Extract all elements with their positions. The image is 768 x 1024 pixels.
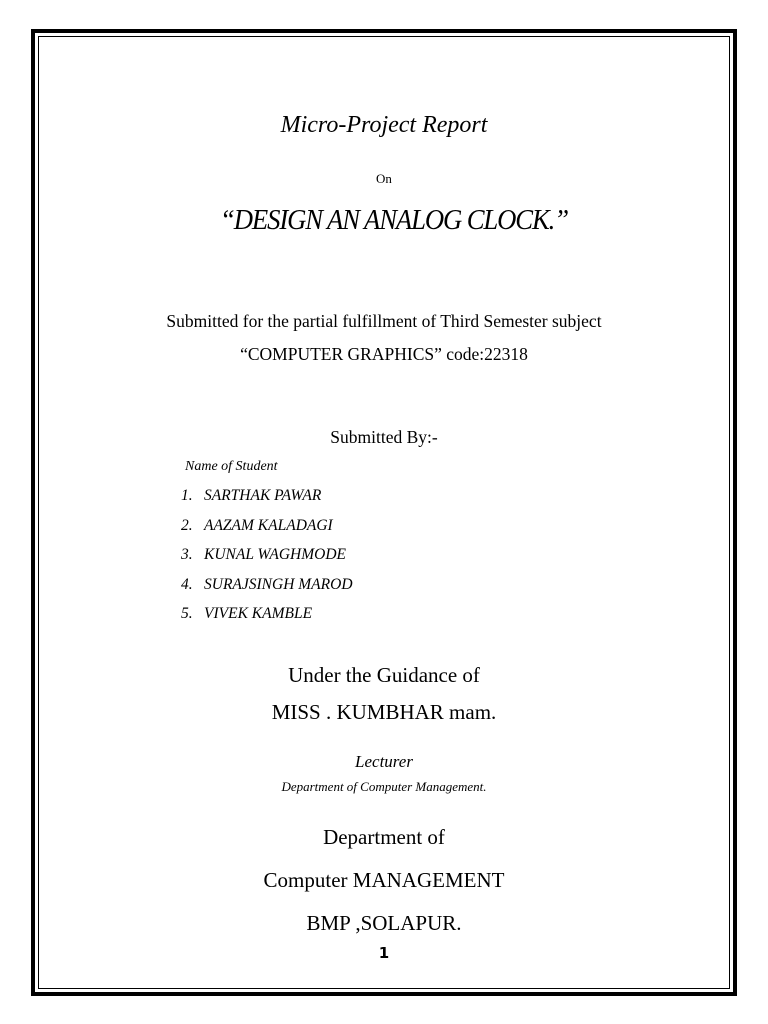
department-line-1: Department of — [323, 825, 445, 849]
report-title: Micro-Project Report — [280, 112, 488, 138]
student-list — [181, 487, 353, 635]
list-item — [181, 487, 353, 517]
list-number: 3. — [181, 546, 193, 564]
project-title: “DESIGN AN ANALOG CLOCK.” — [219, 204, 568, 236]
guide-name: MISS . KUMBHAR mam. — [271, 700, 497, 724]
list-number: 4. — [181, 575, 193, 593]
list-item — [181, 517, 353, 547]
list-number: 5. — [181, 605, 193, 623]
student-name: KUNAL WAGHMODE — [204, 546, 347, 564]
list-number: 2. — [181, 516, 193, 534]
list-item — [181, 546, 353, 576]
student-name: SARTHAK PAWAR — [204, 487, 322, 504]
student-name-label: Name of Student — [185, 459, 278, 474]
on-label: On — [376, 171, 392, 186]
guide-role: Lecturer — [355, 752, 413, 771]
guide-department: Department of Computer Management. — [281, 779, 487, 794]
college-name: BMP ,SOLAPUR. — [306, 911, 462, 935]
guidance-heading: Under the Guidance of — [288, 663, 480, 687]
list-item — [181, 605, 353, 635]
list-number: 1. — [181, 487, 193, 504]
subject-line: “COMPUTER GRAPHICS” code:22318 — [240, 344, 528, 364]
list-item — [181, 576, 353, 606]
department-line-2: Computer MANAGEMENT — [263, 868, 505, 892]
submitted-by-heading: Submitted By:- — [330, 427, 438, 447]
page-number: 1 — [378, 944, 390, 962]
student-name: AAZAM KALADAGI — [204, 516, 333, 534]
student-name: VIVEK KAMBLE — [204, 605, 313, 623]
submission-line: Submitted for the partial fulfillment of Third Semester subject — [166, 311, 602, 331]
student-name: SURAJSINGH MAROD — [204, 575, 353, 593]
